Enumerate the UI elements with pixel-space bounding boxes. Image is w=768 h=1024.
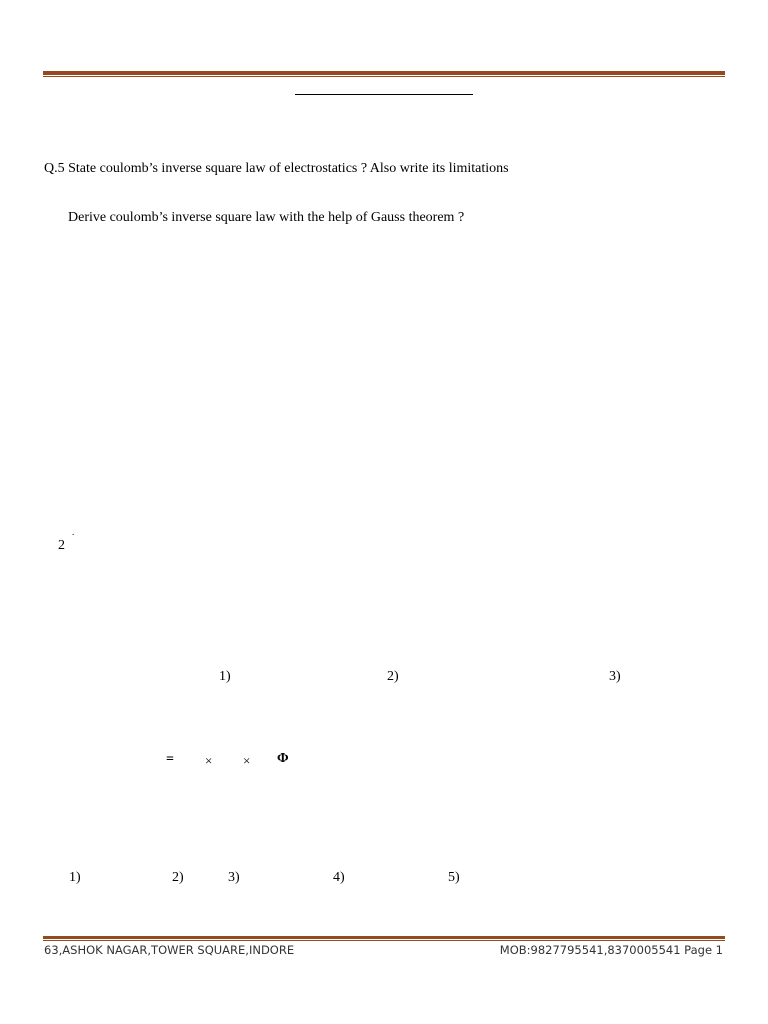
formula-phi: Φ <box>277 751 289 766</box>
list-a-item-3: 3) <box>609 669 621 684</box>
header-rule-thin <box>43 76 725 77</box>
stray-number-two: 2 <box>58 538 65 553</box>
list-b-item-5: 5) <box>448 870 460 885</box>
list-b-item-2: 2) <box>172 870 184 885</box>
footer-address: 63,ASHOK NAGAR,TOWER SQUARE,INDORE <box>44 943 295 957</box>
footer-rule-thick <box>43 936 725 939</box>
list-b-item-1: 1) <box>69 870 81 885</box>
list-a-item-2: 2) <box>387 669 399 684</box>
list-a-item-1: 1) <box>219 669 231 684</box>
question-q5: Q.5 State coulomb’s inverse square law of electrostatics ? Also write its limitations <box>44 161 509 176</box>
formula-times-2: × <box>243 753 251 768</box>
list-b-item-4: 4) <box>333 870 345 885</box>
title-underline <box>295 94 473 95</box>
formula-times-1: × <box>205 753 213 768</box>
list-b-item-3: 3) <box>228 870 240 885</box>
footer-contact: MOB:9827795541,8370005541 Page 1 <box>499 943 723 957</box>
formula-equals: = <box>166 752 174 767</box>
header-rule-thick <box>43 71 725 75</box>
stray-dot: . <box>72 527 75 537</box>
question-derive: Derive coulomb’s inverse square law with the help of Gauss theorem ? <box>68 210 465 225</box>
footer-rule-thin <box>43 940 725 941</box>
